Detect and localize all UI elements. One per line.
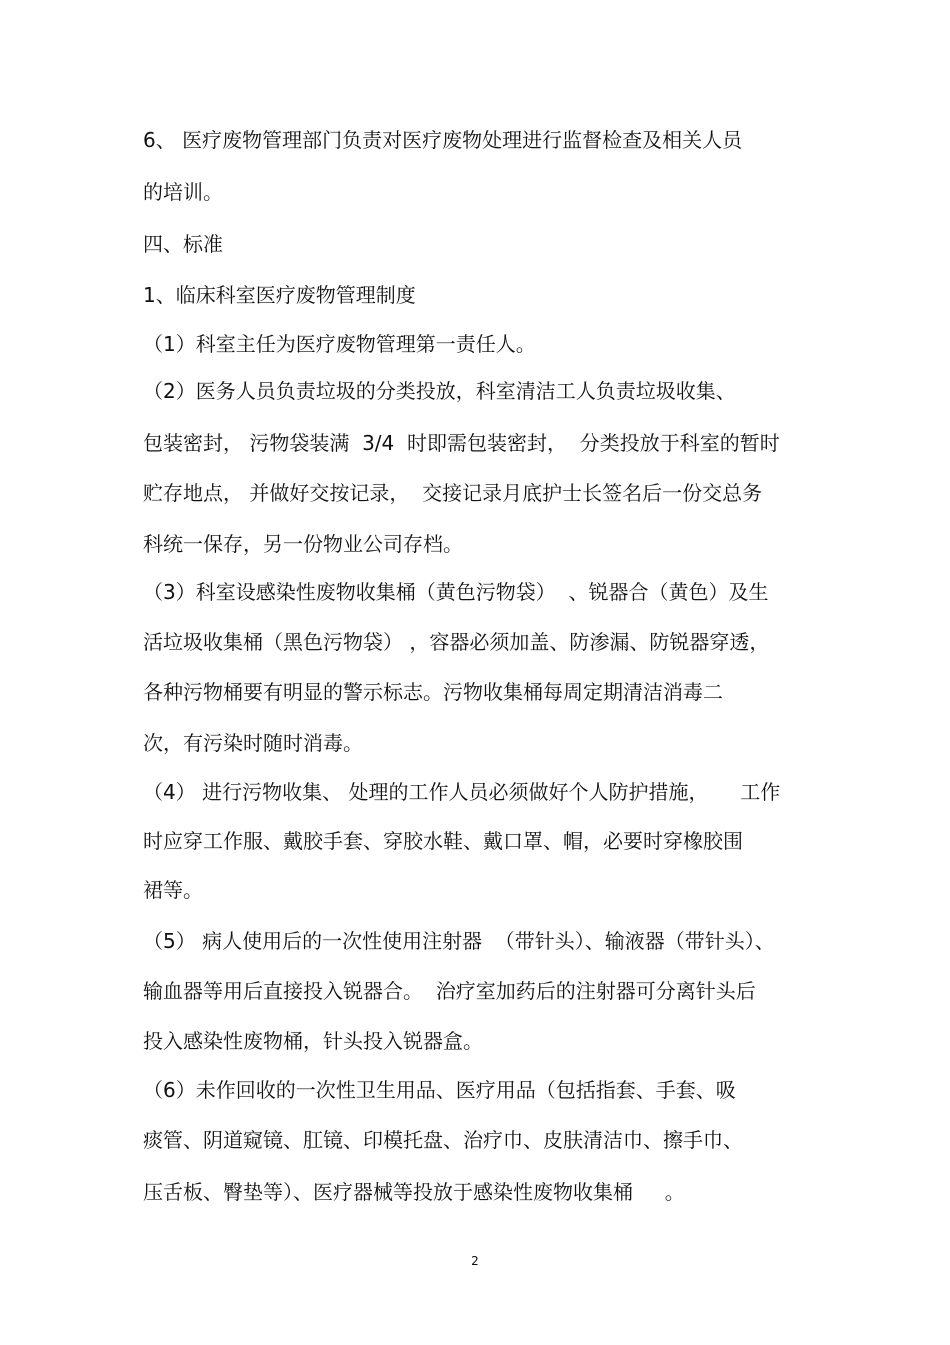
text-line: 次，有污染时随时消毒。 [143, 731, 363, 755]
text-line: 的培训。 [143, 180, 223, 204]
text-line: 科统一保存，另一份物业公司存档。 [143, 532, 463, 556]
page-number: 2 [471, 1254, 479, 1268]
text-line: （1）科室主任为医疗废物管理第一责任人。 [143, 332, 536, 356]
text-line: 贮存地点， 并做好交按记录， 交接记录月底护士长签名后一份交总务 [143, 481, 763, 505]
text-line: 6、 医疗废物管理部门负责对医疗废物处理进行监督检查及相关人员 [143, 128, 743, 152]
text-line: 痰管、阴道窥镜、肛镜、印模托盘、治疗巾、皮肤清洁巾、擦手巾、 [143, 1128, 743, 1152]
section-heading: 四、标准 [143, 232, 223, 256]
text-line: （3）科室设感染性废物收集桶（黄色污物袋） 、锐器合（黄色）及生 [143, 580, 769, 604]
text-line: （5） 病人使用后的一次性使用注射器 （带针头）、输液器（带针头）、 [143, 929, 775, 953]
text-line: 包装密封， 污物袋装满 3/4 时即需包装密封， 分类投放于科室的暂时 [143, 431, 780, 455]
text-line: （6）未作回收的一次性卫生用品、医疗用品（包括指套、手套、吸 [143, 1078, 736, 1102]
text-line: 各种污物桶要有明显的警示标志。污物收集桶每周定期清洁消毒二 [143, 680, 723, 704]
text-line: 裙等。 [143, 878, 203, 902]
text-line: （4） 进行污物收集、 处理的工作人员必须做好个人防护措施， 工作 [143, 780, 781, 804]
text-line: （2）医务人员负责垃圾的分类投放，科室清洁工人负责垃圾收集、 [143, 379, 736, 403]
text-line: 时应穿工作服、戴胶手套、穿胶水鞋、戴口罩、帽，必要时穿橡胶围 [143, 829, 743, 853]
subsection-heading: 1、临床科室医疗废物管理制度 [143, 283, 416, 307]
text-line: 投入感染性废物桶，针头投入锐器盒。 [143, 1029, 483, 1053]
text-line: 压舌板、臀垫等）、医疗器械等投放于感染性废物收集桶 。 [143, 1180, 685, 1204]
text-line: 输血器等用后直接投入锐器合。 治疗室加药后的注射器可分离针头后 [143, 979, 756, 1003]
text-line: 活垃圾收集桶（黑色污物袋） ，容器必须加盖、防渗漏、防锐器穿透， [143, 630, 770, 654]
